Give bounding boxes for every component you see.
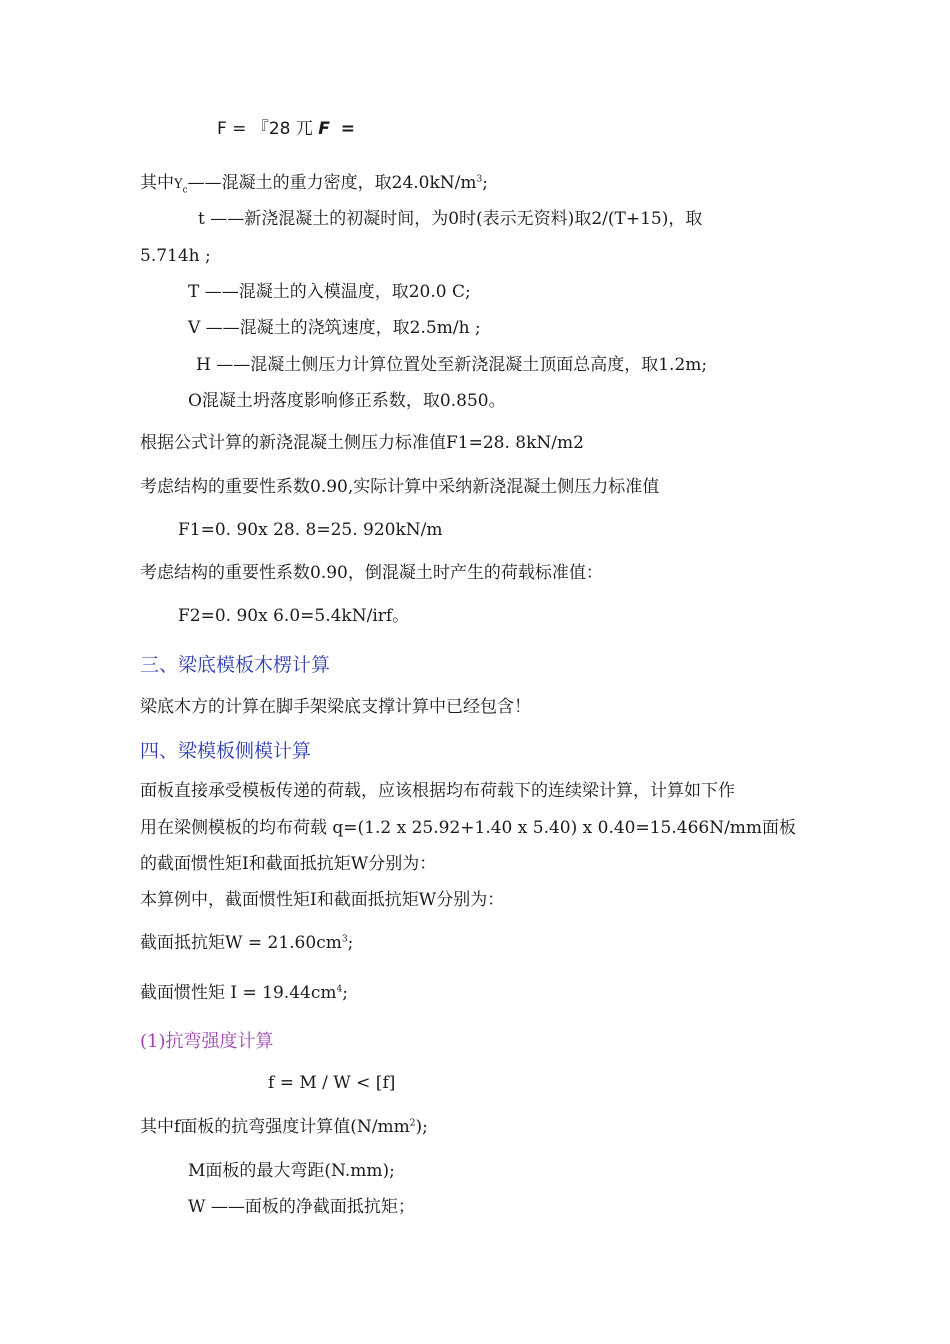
f-where-end: ); — [415, 1117, 428, 1137]
formula-top-a: F = 『28 — [217, 119, 291, 139]
gamma-end: ; — [482, 173, 488, 193]
heading-bending-strength: (1)抗弯强度计算 — [140, 1031, 274, 1052]
M-line: M面板的最大弯距(N.mm); — [188, 1161, 395, 1181]
f-where-text: 其中f面板的抗弯强度计算值(N/mm — [140, 1117, 410, 1137]
f-where-line — [140, 1116, 428, 1138]
V-line: V ——混凝土的浇筑速度，取2.5m/h ; — [188, 318, 481, 338]
paragraph-line-4: 本算例中，截面惯性矩I和截面抵抗矩W分别为： — [140, 890, 505, 910]
W-line: W ——面板的净截面抵抗矩； — [188, 1197, 415, 1217]
beam-bottom-note: 梁底木方的计算在脚手架梁底支撑计算中已经包含！ — [140, 697, 531, 717]
gamma-desc: ——混凝土的重力密度，取24.0kN/m — [187, 173, 477, 193]
H-line: H ——混凝土侧压力计算位置处至新浇混凝土顶面总高度，取1.2m; — [196, 355, 708, 375]
formula-top-c: F — [318, 119, 330, 139]
heading-section-4: 四、梁模板侧模计算 — [140, 740, 312, 762]
paragraph-line-3: 的截面惯性矩I和截面抵抗矩W分别为： — [140, 854, 437, 874]
paragraph-line-2: 用在梁侧模板的均布荷载 q=(1.2 x 25.92+1.40 x 5.40) x 0.40=15.466N/mm面板 — [140, 818, 797, 838]
paragraph-line-1: 面板直接承受模板传递的荷载，应该根据均布荷载下的连续梁计算，计算如下作 — [140, 781, 735, 801]
I-def-end: ; — [342, 983, 348, 1003]
formula-top-d: = — [340, 119, 355, 139]
t-line-2: 5.714h ; — [140, 246, 211, 266]
T-line: T ——混凝土的入模温度，取20.0 C; — [188, 282, 471, 302]
gamma-symbol: Y — [174, 177, 183, 192]
t-line-1: t ——新浇混凝土的初凝时间，为0时(表示无资料)取2/(T+15)，取 — [198, 209, 703, 229]
gamma-sub: c — [182, 185, 188, 196]
f-formula: f = M / W < [f] — [268, 1073, 396, 1093]
calc-F1-line: 根据公式计算的新浇混凝土侧压力标准值F1=28. 8kN/m2 — [140, 433, 584, 453]
O-line: O混凝土坍落度影响修正系数，取0.850。 — [188, 391, 506, 411]
I-def-text: 截面惯性矩 I = 19.44cm — [140, 983, 337, 1003]
consider-1-line: 考虑结构的重要性系数0.90,实际计算中采纳新浇混凝土侧压力标准值 — [140, 477, 660, 497]
where-prefix: 其中 — [140, 173, 174, 193]
where-gamma-line — [140, 172, 488, 196]
W-def-sup: 3 — [341, 934, 348, 945]
W-definition — [140, 932, 353, 954]
I-definition — [140, 982, 348, 1004]
consider-2-line: 考虑结构的重要性系数0.90，倒混凝土时产生的荷载标准值： — [140, 563, 603, 583]
W-def-text: 截面抵抗矩W = 21.60cm — [140, 933, 342, 953]
I-def-sup: 4 — [336, 984, 343, 995]
W-def-end: ; — [347, 933, 354, 953]
f-where-sup: 2 — [409, 1118, 416, 1129]
F2-equation: F2=0. 90x 6.0=5.4kN/irf。 — [178, 606, 410, 626]
formula-top — [217, 118, 355, 140]
gamma-sup: 3 — [476, 174, 483, 185]
heading-section-3: 三、梁底模板木楞计算 — [140, 654, 331, 676]
formula-top-b: 兀 — [295, 119, 313, 139]
F1-equation: F1=0. 90x 28. 8=25. 920kN/m — [178, 520, 443, 540]
